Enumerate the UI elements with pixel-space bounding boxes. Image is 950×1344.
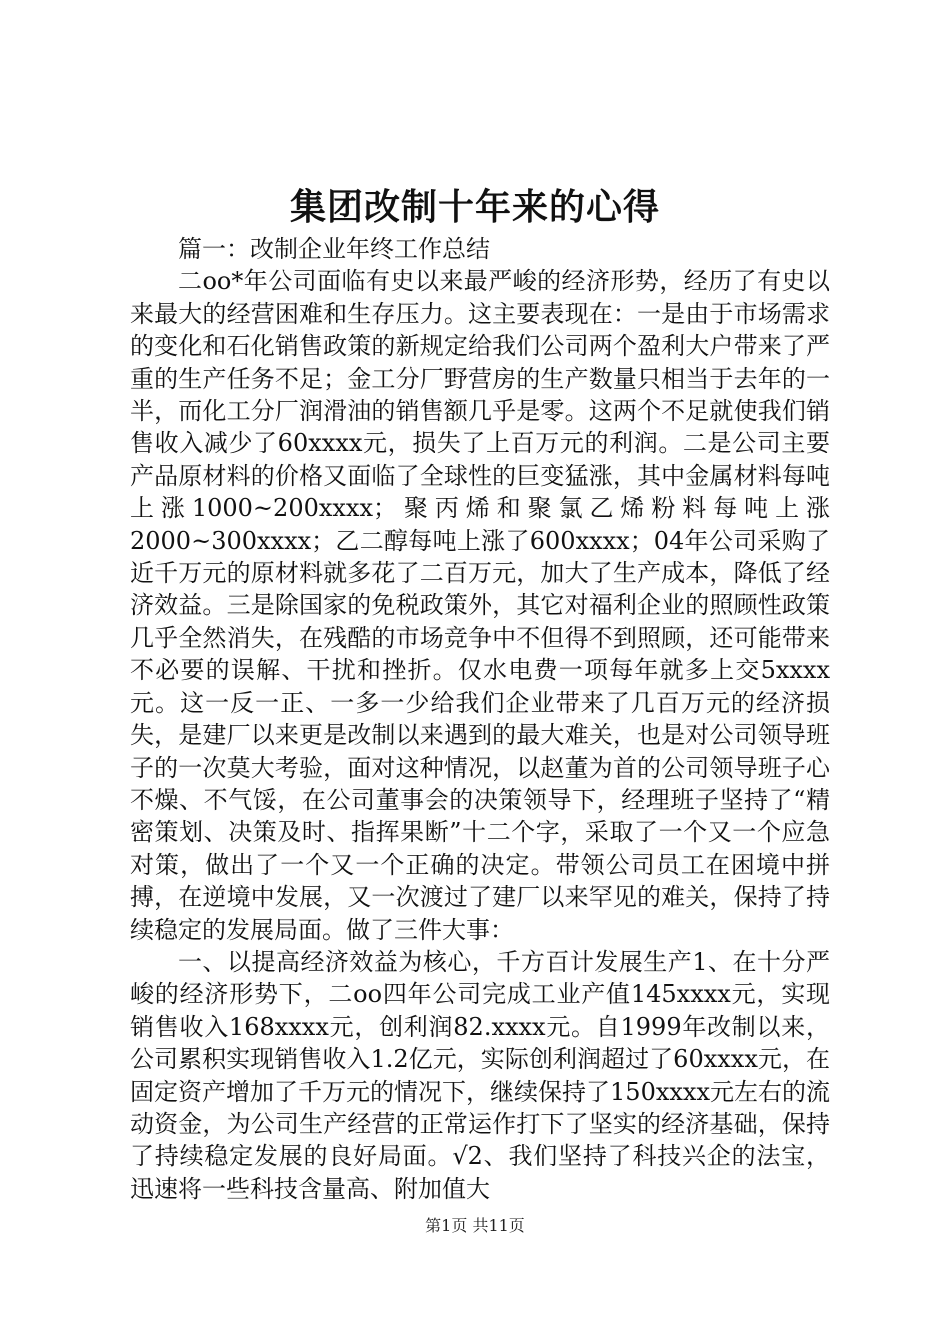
page-number-footer: 第1页 共11页 <box>425 1216 525 1235</box>
body-paragraph: 一、以提高经济效益为核心，千方百计发展生产1、在十分严峻的经济形势下，二oo四年公司完成工业产值145xxxx元，实现销售收入168xxxx元，创利润82.xxxx元。自1999年改制以来，公司累积实现销售收入1.2亿元，实际创利润超过了60xxxx元，在固定资产增加了千万元的情况下，继续保持了150xxxx元左右的流动资金，为公司生产经营的正常运作打下了坚实的经济基础，保持了持续稳定发展的良好局面。√2、我们坚持了科技兴企的法宝，迅速将一些科技含量高、附加值大 <box>130 947 830 1203</box>
section-heading: 篇一：改制企业年终工作总结 <box>178 235 490 263</box>
document-body <box>130 233 830 1205</box>
document-title: 集团改制十年来的心得 <box>289 187 660 228</box>
body-paragraph: 二oo*年公司面临有史以来最严峻的经济形势，经历了有史以来最大的经营困难和生存压力。这主要表现在：一是由于市场需求的变化和石化销售政策的新规定给我们公司两个盈利大户带来了严重的生产任务不足；金工分厂野营房的生产数量只相当于去年的一半，而化工分厂润滑油的销售额几乎是零。这两个不足就使我们销售收入减少了60xxxx元，损失了上百万元的利润。二是公司主要产品原材料的价格又面临了全球性的巨变猛涨，其中金属材料每吨上涨1000~200xxxx；聚丙烯和聚氯乙烯粉料每吨上涨2000~300xxxx；乙二醇每吨上涨了600xxxx；04年公司采购了近千万元的原材料就多花了二百万元，加大了生产成本，降低了经济效益。三是除国家的免税政策外，其它对福利企业的照顾性政策几乎全然消失，在残酷的市场竞争中不但得不到照顾，还可能带来不必要的误解、干扰和挫折。仅水电费一项每年就多上交5xxxx元。这一反一正、一多一少给我们企业带来了几百万元的经济损失，是建厂以来更是改制以来遇到的最大难关，也是对公司领导班子的一次莫大考验，面对这种情况，以赵董为首的公司领导班子心不燥、不气馁，在公司董事会的决策领导下，经理班子坚持了“精密策划、决策及时、指挥果断”十二个字，采取了一个又一个应急对策，做出了一个又一个正确的决定。带领公司员工在困境中拼搏，在逆境中发展，又一次渡过了建厂以来罕见的难关，保持了持续稳定的发展局面。做了三件大事： <box>130 267 830 944</box>
